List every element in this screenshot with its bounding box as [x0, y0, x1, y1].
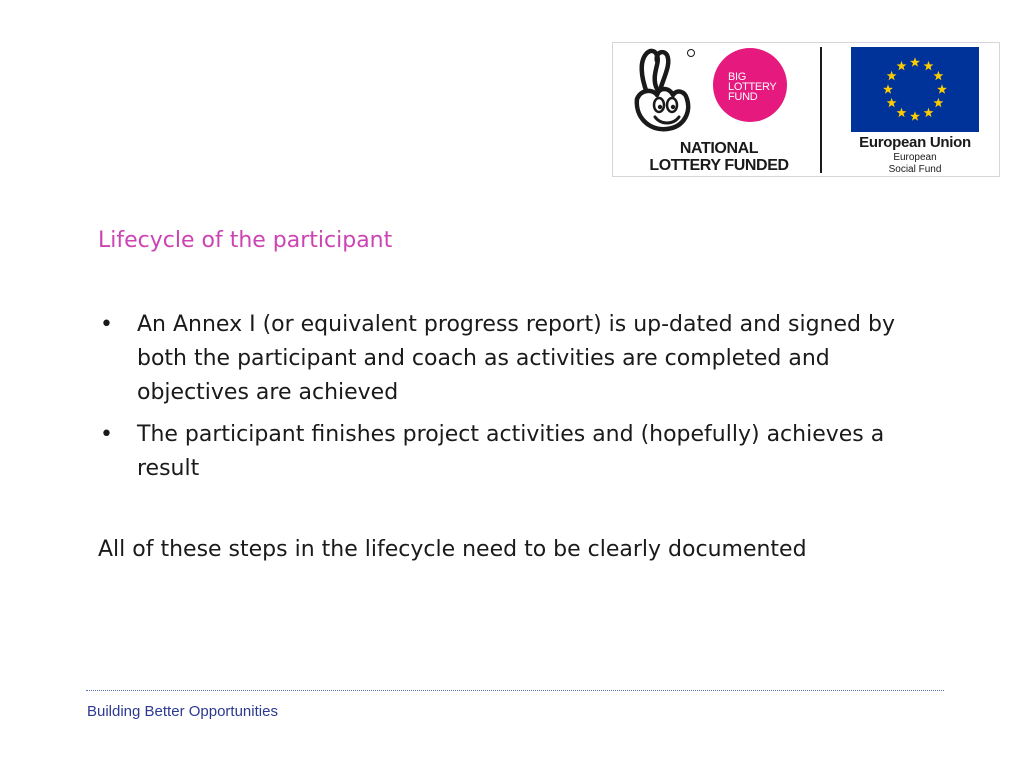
national-lottery-text-line1: NATIONAL: [679, 140, 759, 157]
national-lottery-crossed-fingers-logo: [627, 47, 699, 135]
bullet-item: [98, 418, 918, 486]
bullet-marker: •: [100, 422, 113, 447]
logo-divider: [820, 47, 822, 173]
bullet-item: [98, 308, 918, 410]
eu-title: European Union: [859, 134, 971, 151]
national-lottery-text-line2: LOTTERY FUNDED: [649, 157, 789, 174]
slide-heading: Lifecycle of the participant: [98, 228, 393, 253]
funding-logos: [612, 42, 1000, 177]
bullet-marker: •: [100, 312, 113, 337]
eu-flag-icon: [851, 47, 979, 132]
eu-subtitle-line1: European: [893, 152, 937, 163]
eu-subtitle-line2: Social Fund: [888, 164, 942, 175]
closing-statement: All of these steps in the lifecycle need to be clearly documented: [98, 537, 807, 562]
bullet-text: An Annex I (or equivalent progress report) is up-dated and signed by both the participant and coach as activities are completed and objectives are achieved: [137, 312, 895, 405]
bullet-text: The participant finishes project activities and (hopefully) achieves a result: [137, 422, 885, 481]
footer-divider: [86, 690, 944, 691]
big-lottery-fund-logo: BIG LOTTERY FUND: [713, 48, 787, 122]
bullet-list: [98, 308, 918, 494]
footer-program-name: Building Better Opportunities: [87, 703, 278, 720]
